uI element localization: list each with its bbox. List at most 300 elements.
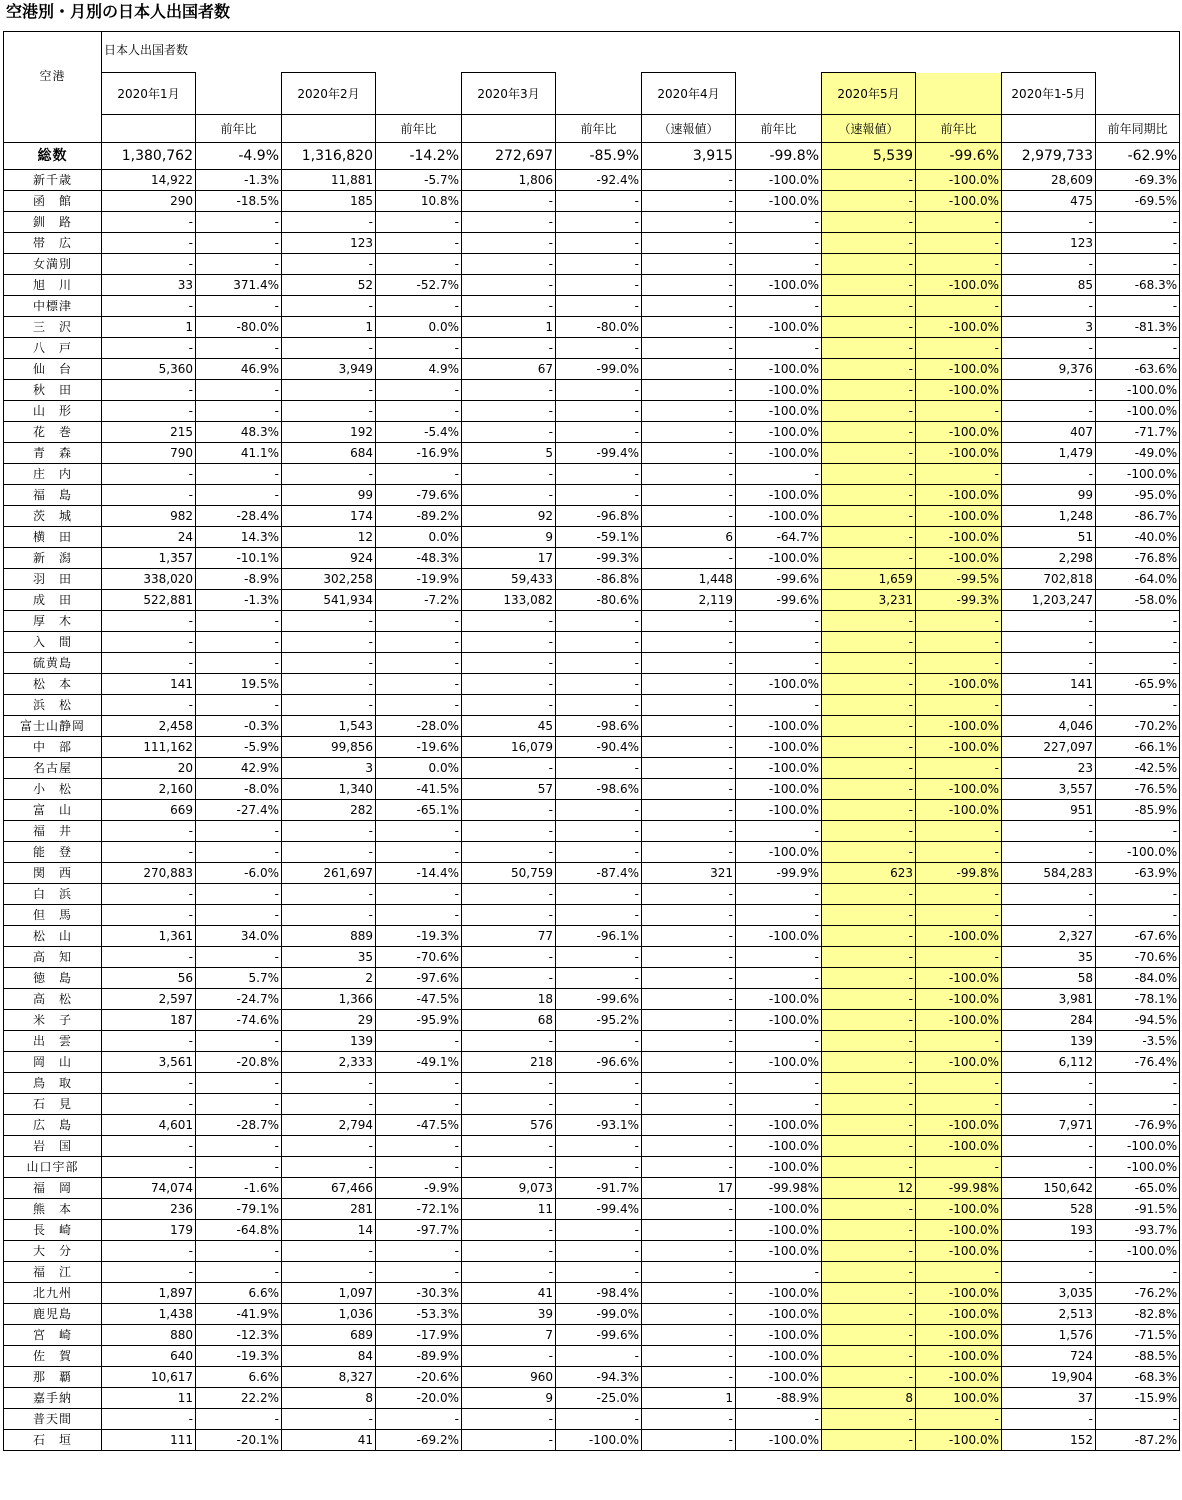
cell-value: - (642, 422, 736, 443)
cell-value: 17 (642, 1178, 736, 1199)
cell-value: - (102, 1409, 196, 1430)
cell-value: - (916, 884, 1002, 905)
airport-name: 松 山 (4, 926, 102, 947)
table-row (4, 191, 1180, 212)
table-row (4, 506, 1180, 527)
cell-value: 133,082 (462, 590, 556, 611)
cell-value: - (736, 968, 822, 989)
cell-value: -0.3% (196, 716, 282, 737)
cell-value: 14.3% (196, 527, 282, 548)
cell-value: -100.0% (736, 737, 822, 758)
cell-value: 2,119 (642, 590, 736, 611)
cell-value: - (642, 359, 736, 380)
cell-value: - (102, 233, 196, 254)
sub-header: 前年比 (736, 115, 822, 143)
table-row (4, 1283, 1180, 1304)
cell-value: - (1002, 821, 1096, 842)
cell-value: -63.6% (1096, 359, 1180, 380)
airport-name: 関 西 (4, 863, 102, 884)
cell-value: 215 (102, 422, 196, 443)
cell-value: -100.0% (736, 989, 822, 1010)
table-body (4, 143, 1180, 1451)
cell-value: 702,818 (1002, 569, 1096, 590)
table-row (4, 485, 1180, 506)
cell-value: - (642, 842, 736, 863)
cell-value: -100.0% (916, 1304, 1002, 1325)
airport-name: 帯 広 (4, 233, 102, 254)
cell-value: -49.1% (376, 1052, 462, 1073)
table-row (4, 1430, 1180, 1451)
cell-value: - (462, 632, 556, 653)
cell-value: - (822, 1010, 916, 1031)
cell-value: - (462, 1031, 556, 1052)
cell-value: - (822, 947, 916, 968)
cell-value: 45 (462, 716, 556, 737)
cell-value: - (1096, 884, 1180, 905)
table-row (4, 989, 1180, 1010)
cell-value: -86.8% (556, 569, 642, 590)
cell-value: -100.0% (736, 716, 822, 737)
cell-value: - (102, 1031, 196, 1052)
cell-value: - (462, 1157, 556, 1178)
airport-name: 仙 台 (4, 359, 102, 380)
cell-value: - (196, 1094, 282, 1115)
cell-value: - (196, 653, 282, 674)
cell-value: 56 (102, 968, 196, 989)
cell-value: -100.0% (1096, 380, 1180, 401)
cell-value: -20.1% (196, 1430, 282, 1451)
cell-value: 7,971 (1002, 1115, 1096, 1136)
cell-value: 139 (282, 1031, 376, 1052)
airport-name: 宮 崎 (4, 1325, 102, 1346)
cell-value: - (556, 1073, 642, 1094)
cell-value: -100.0% (736, 1157, 822, 1178)
cell-value: - (462, 422, 556, 443)
cell-value: 270,883 (102, 863, 196, 884)
cell-value: - (376, 380, 462, 401)
cell-value: 9 (462, 1388, 556, 1409)
table-row (4, 1241, 1180, 1262)
cell-value: - (822, 1430, 916, 1451)
cell-value: - (282, 842, 376, 863)
cell-value: -100.0% (916, 800, 1002, 821)
cell-value: - (642, 464, 736, 485)
cell-value: - (376, 1136, 462, 1157)
cell-value: 3 (282, 758, 376, 779)
cell-value: - (916, 905, 1002, 926)
cell-value: -76.8% (1096, 548, 1180, 569)
sub-header: 前年同期比 (1096, 115, 1180, 143)
cell-value: - (1002, 1262, 1096, 1283)
cell-value: -20.6% (376, 1367, 462, 1388)
cell-value: 179 (102, 1220, 196, 1241)
cell-value: -100.0% (916, 1283, 1002, 1304)
cell-value: 790 (102, 443, 196, 464)
cell-value: - (556, 338, 642, 359)
cell-value: - (642, 653, 736, 674)
cell-value: 623 (822, 863, 916, 884)
airport-name: 八 戸 (4, 338, 102, 359)
cell-value: - (556, 821, 642, 842)
cell-value: - (102, 632, 196, 653)
cell-value: - (736, 1262, 822, 1283)
cell-value: - (642, 695, 736, 716)
table-row (4, 1178, 1180, 1199)
sub-header (282, 115, 376, 143)
cell-value: 24 (102, 527, 196, 548)
cell-value: 5,360 (102, 359, 196, 380)
cell-value: -100.0% (736, 758, 822, 779)
cell-value: - (1096, 1073, 1180, 1094)
table-row (4, 842, 1180, 863)
cell-value: - (102, 842, 196, 863)
cell-value: - (642, 1346, 736, 1367)
cell-value: - (376, 611, 462, 632)
airport-name: 山口宇部 (4, 1157, 102, 1178)
cell-value: 6 (642, 527, 736, 548)
cell-value: -100.0% (1096, 1157, 1180, 1178)
cell-value: -100.0% (736, 1052, 822, 1073)
cell-value: - (822, 1409, 916, 1430)
cell-value: 0.0% (376, 317, 462, 338)
cell-value: 11 (462, 1199, 556, 1220)
cell-value: - (822, 401, 916, 422)
cell-value: -99.5% (916, 569, 1002, 590)
cell-value: - (196, 1262, 282, 1283)
cell-value: -100.0% (736, 1010, 822, 1031)
cell-value: -42.5% (1096, 758, 1180, 779)
cell-value: -62.9% (1096, 143, 1180, 170)
cell-value: -6.0% (196, 863, 282, 884)
cell-value: - (556, 1346, 642, 1367)
cell-value: -95.9% (376, 1010, 462, 1031)
cell-value: - (102, 947, 196, 968)
cell-value: -90.4% (556, 737, 642, 758)
cell-value: -9.9% (376, 1178, 462, 1199)
cell-value: - (376, 1157, 462, 1178)
cell-value: -100.0% (916, 380, 1002, 401)
cell-value: - (642, 947, 736, 968)
cell-value: 1,316,820 (282, 143, 376, 170)
cell-value: - (822, 380, 916, 401)
cell-value: -100.0% (916, 1430, 1002, 1451)
airport-name: 庄 内 (4, 464, 102, 485)
cell-value: -96.8% (556, 506, 642, 527)
cell-value: -98.6% (556, 779, 642, 800)
cell-value: -40.0% (1096, 527, 1180, 548)
cell-value: -100.0% (916, 485, 1002, 506)
cell-value: -76.2% (1096, 1283, 1180, 1304)
cell-value: -5.4% (376, 422, 462, 443)
cell-value: - (642, 233, 736, 254)
cell-value: - (282, 905, 376, 926)
cell-value: 1,576 (1002, 1325, 1096, 1346)
month-header: 2020年5月 (822, 73, 916, 115)
cell-value: 51 (1002, 527, 1096, 548)
cell-value: 236 (102, 1199, 196, 1220)
cell-value: -3.5% (1096, 1031, 1180, 1052)
cell-value: 338,020 (102, 569, 196, 590)
cell-value: - (556, 1262, 642, 1283)
cell-value: 123 (1002, 233, 1096, 254)
cell-value: - (822, 1157, 916, 1178)
cell-value: - (1096, 1094, 1180, 1115)
cell-value: -100.0% (916, 170, 1002, 191)
cell-value: 187 (102, 1010, 196, 1031)
cell-value: 576 (462, 1115, 556, 1136)
cell-value: -4.9% (196, 143, 282, 170)
airport-name: 三 沢 (4, 317, 102, 338)
cell-value: 1,438 (102, 1304, 196, 1325)
airport-name: 入 間 (4, 632, 102, 653)
cell-value: - (556, 611, 642, 632)
cell-value: - (642, 800, 736, 821)
airport-name: 岩 国 (4, 1136, 102, 1157)
cell-value: - (1002, 632, 1096, 653)
cell-value: - (822, 233, 916, 254)
cell-value: -99.6% (916, 143, 1002, 170)
cell-value: - (196, 632, 282, 653)
cell-value: - (282, 380, 376, 401)
cell-value: 5.7% (196, 968, 282, 989)
cell-value: -99.6% (556, 989, 642, 1010)
cell-value: - (822, 737, 916, 758)
table-row (4, 1094, 1180, 1115)
table-row (4, 1220, 1180, 1241)
cell-value: -78.1% (1096, 989, 1180, 1010)
cell-value: -99.0% (556, 1304, 642, 1325)
cell-value: 3,915 (642, 143, 736, 170)
cell-value: -95.0% (1096, 485, 1180, 506)
cell-value: 8,327 (282, 1367, 376, 1388)
airport-name: 長 崎 (4, 1220, 102, 1241)
table-row (4, 884, 1180, 905)
cell-value: 92 (462, 506, 556, 527)
cell-value: - (196, 1073, 282, 1094)
airport-name: 出 雲 (4, 1031, 102, 1052)
airport-name: 能 登 (4, 842, 102, 863)
airport-name: 但 馬 (4, 905, 102, 926)
table-row (4, 1052, 1180, 1073)
cell-value: - (822, 1115, 916, 1136)
sub-header (1002, 115, 1096, 143)
cell-value: - (642, 758, 736, 779)
cell-value: - (556, 464, 642, 485)
cell-value: -12.3% (196, 1325, 282, 1346)
cell-value: 2,979,733 (1002, 143, 1096, 170)
cell-value: - (822, 527, 916, 548)
cell-value: - (556, 1136, 642, 1157)
cell-value: 58 (1002, 968, 1096, 989)
cell-value: -100.0% (916, 506, 1002, 527)
cell-value: - (1002, 884, 1096, 905)
cell-value: - (196, 1136, 282, 1157)
cell-value: - (1002, 380, 1096, 401)
cell-value: - (376, 254, 462, 275)
cell-value: - (822, 1220, 916, 1241)
table-header (4, 32, 1180, 143)
cell-value: -87.2% (1096, 1430, 1180, 1451)
sub-header: 前年比 (376, 115, 462, 143)
cell-value: -82.8% (1096, 1304, 1180, 1325)
cell-value: - (556, 422, 642, 443)
cell-value: - (102, 884, 196, 905)
table-row (4, 170, 1180, 191)
cell-value: - (462, 254, 556, 275)
cell-value: -28.7% (196, 1115, 282, 1136)
cell-value: - (642, 1052, 736, 1073)
cell-value: -100.0% (736, 1304, 822, 1325)
airport-name: 鹿児島 (4, 1304, 102, 1325)
table-row (4, 1304, 1180, 1325)
cell-value: 41 (462, 1283, 556, 1304)
airport-name: 新 潟 (4, 548, 102, 569)
cell-value: - (916, 1031, 1002, 1052)
cell-value: -80.0% (196, 317, 282, 338)
cell-value: - (642, 1157, 736, 1178)
cell-value: - (822, 695, 916, 716)
cell-value: -100.0% (736, 443, 822, 464)
cell-value: -59.1% (556, 527, 642, 548)
cell-value: - (822, 1052, 916, 1073)
cell-value: -100.0% (736, 1325, 822, 1346)
cell-value: -100.0% (736, 1430, 822, 1451)
cell-value: - (376, 1241, 462, 1262)
cell-value: - (556, 947, 642, 968)
cell-value: - (1002, 695, 1096, 716)
cell-value: 2,160 (102, 779, 196, 800)
cell-value: - (376, 464, 462, 485)
cell-value: -91.5% (1096, 1199, 1180, 1220)
cell-value: -94.5% (1096, 1010, 1180, 1031)
cell-value: - (1096, 695, 1180, 716)
cell-value: -1.3% (196, 590, 282, 611)
cell-value: -27.4% (196, 800, 282, 821)
cell-value: - (642, 506, 736, 527)
table-row (4, 233, 1180, 254)
cell-value: -99.3% (916, 590, 1002, 611)
cell-value: - (556, 233, 642, 254)
cell-value: - (102, 1262, 196, 1283)
cell-value: 11 (102, 1388, 196, 1409)
cell-value: -99.4% (556, 1199, 642, 1220)
cell-value: - (462, 1241, 556, 1262)
cell-value: 3,949 (282, 359, 376, 380)
cell-value: 37 (1002, 1388, 1096, 1409)
cell-value: - (642, 674, 736, 695)
cell-value: - (196, 1409, 282, 1430)
cell-value: -100.0% (1096, 464, 1180, 485)
cell-value: 74,074 (102, 1178, 196, 1199)
cell-value: -100.0% (916, 1115, 1002, 1136)
cell-value: - (462, 821, 556, 842)
cell-value: - (736, 464, 822, 485)
cell-value: - (556, 800, 642, 821)
cell-value: -100.0% (736, 380, 822, 401)
cell-value: 57 (462, 779, 556, 800)
cell-value: - (642, 1220, 736, 1241)
cell-value: 10.8% (376, 191, 462, 212)
cell-value: 141 (102, 674, 196, 695)
cell-value: 17 (462, 548, 556, 569)
airport-name: 嘉手納 (4, 1388, 102, 1409)
cell-value: 12 (282, 527, 376, 548)
cell-value: - (556, 1220, 642, 1241)
cell-value: - (642, 485, 736, 506)
airport-name: 花 巻 (4, 422, 102, 443)
table-row (4, 569, 1180, 590)
month-header: 2020年4月 (642, 73, 736, 115)
cell-value: 475 (1002, 191, 1096, 212)
table-row (4, 905, 1180, 926)
cell-value: - (1096, 212, 1180, 233)
cell-value: - (916, 947, 1002, 968)
cell-value: - (282, 1241, 376, 1262)
airport-name: 福 江 (4, 1262, 102, 1283)
cell-value: 123 (282, 233, 376, 254)
cell-value: - (822, 905, 916, 926)
cell-value: 1 (282, 317, 376, 338)
cell-value: - (642, 821, 736, 842)
cell-value: - (196, 1031, 282, 1052)
cell-value: -100.0% (916, 926, 1002, 947)
cell-value: -17.9% (376, 1325, 462, 1346)
cell-value: 46.9% (196, 359, 282, 380)
cell-value: - (102, 212, 196, 233)
cell-value: - (196, 233, 282, 254)
cell-value: -99.8% (736, 143, 822, 170)
cell-value: - (556, 1409, 642, 1430)
cell-value: - (556, 968, 642, 989)
cell-value: -79.1% (196, 1199, 282, 1220)
cell-value: - (642, 548, 736, 569)
cell-value: 41 (282, 1430, 376, 1451)
cell-value: - (556, 842, 642, 863)
cell-value: -69.2% (376, 1430, 462, 1451)
cell-value: - (642, 611, 736, 632)
table-row (4, 674, 1180, 695)
cell-value: - (282, 653, 376, 674)
cell-value: - (462, 611, 556, 632)
cell-value: 35 (1002, 947, 1096, 968)
cell-value: - (282, 338, 376, 359)
airport-name: 茨 城 (4, 506, 102, 527)
cell-value: -41.5% (376, 779, 462, 800)
cell-value: - (556, 758, 642, 779)
cell-value: - (282, 1262, 376, 1283)
airport-name: 中 部 (4, 737, 102, 758)
cell-value: 1,380,762 (102, 143, 196, 170)
cell-value: -47.5% (376, 1115, 462, 1136)
cell-value: 1 (462, 317, 556, 338)
cell-value: -100.0% (916, 527, 1002, 548)
cell-value: -76.5% (1096, 779, 1180, 800)
cell-value: - (376, 296, 462, 317)
cell-value: -100.0% (916, 779, 1002, 800)
cell-value: 407 (1002, 422, 1096, 443)
cell-value: - (462, 674, 556, 695)
cell-value: 3,561 (102, 1052, 196, 1073)
cell-value: - (376, 905, 462, 926)
cell-value: 1 (642, 1388, 736, 1409)
cell-value: - (822, 1367, 916, 1388)
cell-value: 2,794 (282, 1115, 376, 1136)
cell-value: - (822, 1241, 916, 1262)
cell-value: -80.0% (556, 317, 642, 338)
cell-value: -28.4% (196, 506, 282, 527)
cell-value: 12 (822, 1178, 916, 1199)
cell-value: - (916, 338, 1002, 359)
